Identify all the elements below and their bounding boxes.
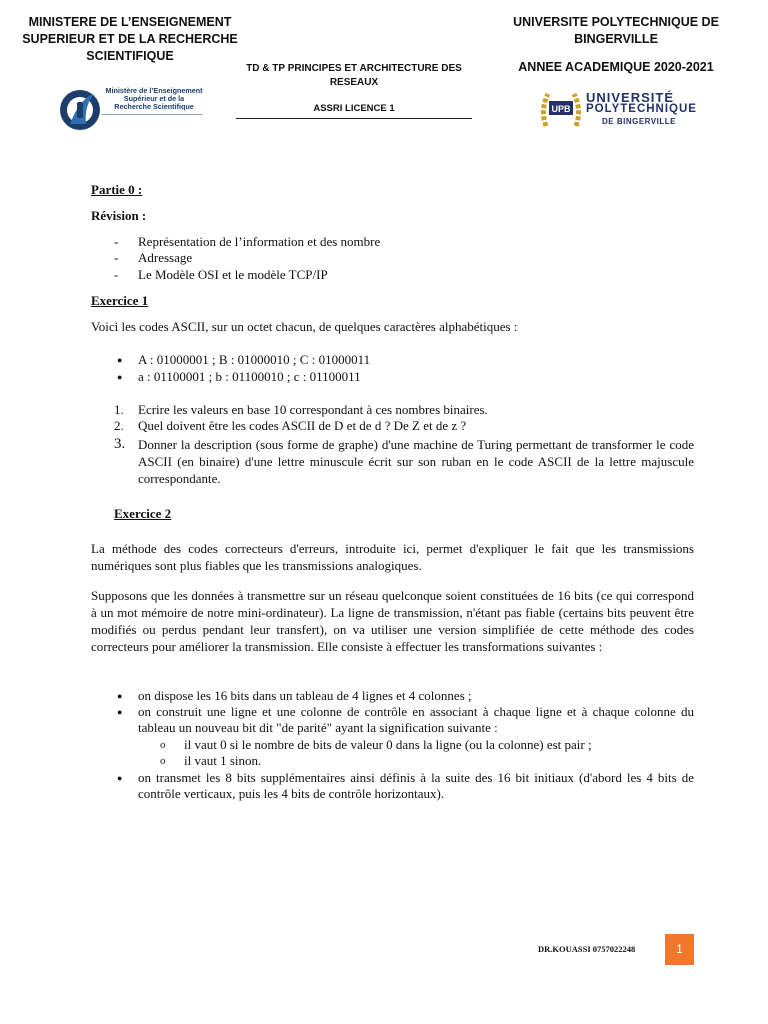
ministry-logo-text: [104, 87, 204, 110]
ministry-logo: [56, 84, 204, 134]
part-title: Partie 0 :: [91, 182, 143, 197]
revision-title: Révision :: [91, 208, 147, 223]
exercise-1-intro: Voici les codes ASCII, sur un octet chacun, de quelques caractères alphabétiques :: [91, 319, 518, 334]
exercise-2-paragraph-1: La méthode des codes correcteurs d'erreurs, introduite ici, permet d'expliquer le fait que les transmissions numériques sont plus fiables que les transmissions analogiques.: [91, 541, 694, 573]
page-number: 1: [665, 934, 694, 965]
laurel-badge-icon: [538, 88, 584, 130]
ministry-logo-line: Supérieur et de la: [123, 93, 185, 103]
exercise-2-title: Exercice 2: [114, 506, 172, 521]
exercise-1-title: Exercice 1: [91, 293, 149, 308]
upb-logo-line3: DE BINGERVILLE: [602, 117, 676, 126]
ministry-logo-rule: [102, 114, 202, 115]
upb-logo-line2: POLYTECHNIQUE: [586, 103, 697, 115]
ministry-emblem-icon: [56, 84, 104, 134]
ministry-title: MINISTERE DE L’ENSEIGNEMENT SUPERIEUR ET DE LA RECHERCHE SCIENTIFIQUE: [22, 15, 238, 63]
academic-year: ANNEE ACADEMIQUE 2020-2021: [518, 60, 714, 74]
exercise-2-paragraph-2: Supposons que les données à transmettre sur un réseau quelconque soient constituées de 16 bits (ce qui correspond à un mot mémoire de notre mini-ordinateur). La ligne de transmission, n'étant pas fiable (certains bits peuvent être modifiés ou perdus pendant leur transfert), on va utiliser une version simplifiée de cette méthode des codes correcteurs pour améliorer la transmission. Elle consiste à effectuer les transformations suivantes :: [91, 588, 694, 654]
header-rule: [236, 118, 472, 119]
university-title: UNIVERSITE POLYTECHNIQUE DE BINGERVILLE: [513, 15, 719, 46]
footer-author: DR.KOUASSI 0757022248: [538, 944, 636, 954]
upb-badge-text: UPB: [551, 104, 571, 114]
upb-logo-line1: UNIVERSITÉ: [586, 90, 675, 105]
upb-logo: [538, 88, 700, 130]
course-level: ASSRI LICENCE 1: [313, 103, 395, 114]
course-title: TD & TP PRINCIPES ET ARCHITECTURE DES RESEAUX: [246, 63, 462, 88]
course-header: [236, 62, 472, 116]
university-header: [510, 14, 722, 76]
ministry-logo-line: Ministère de l’Enseignement: [105, 86, 203, 95]
ministry-logo-line: Recherche Scientifique: [114, 101, 194, 111]
